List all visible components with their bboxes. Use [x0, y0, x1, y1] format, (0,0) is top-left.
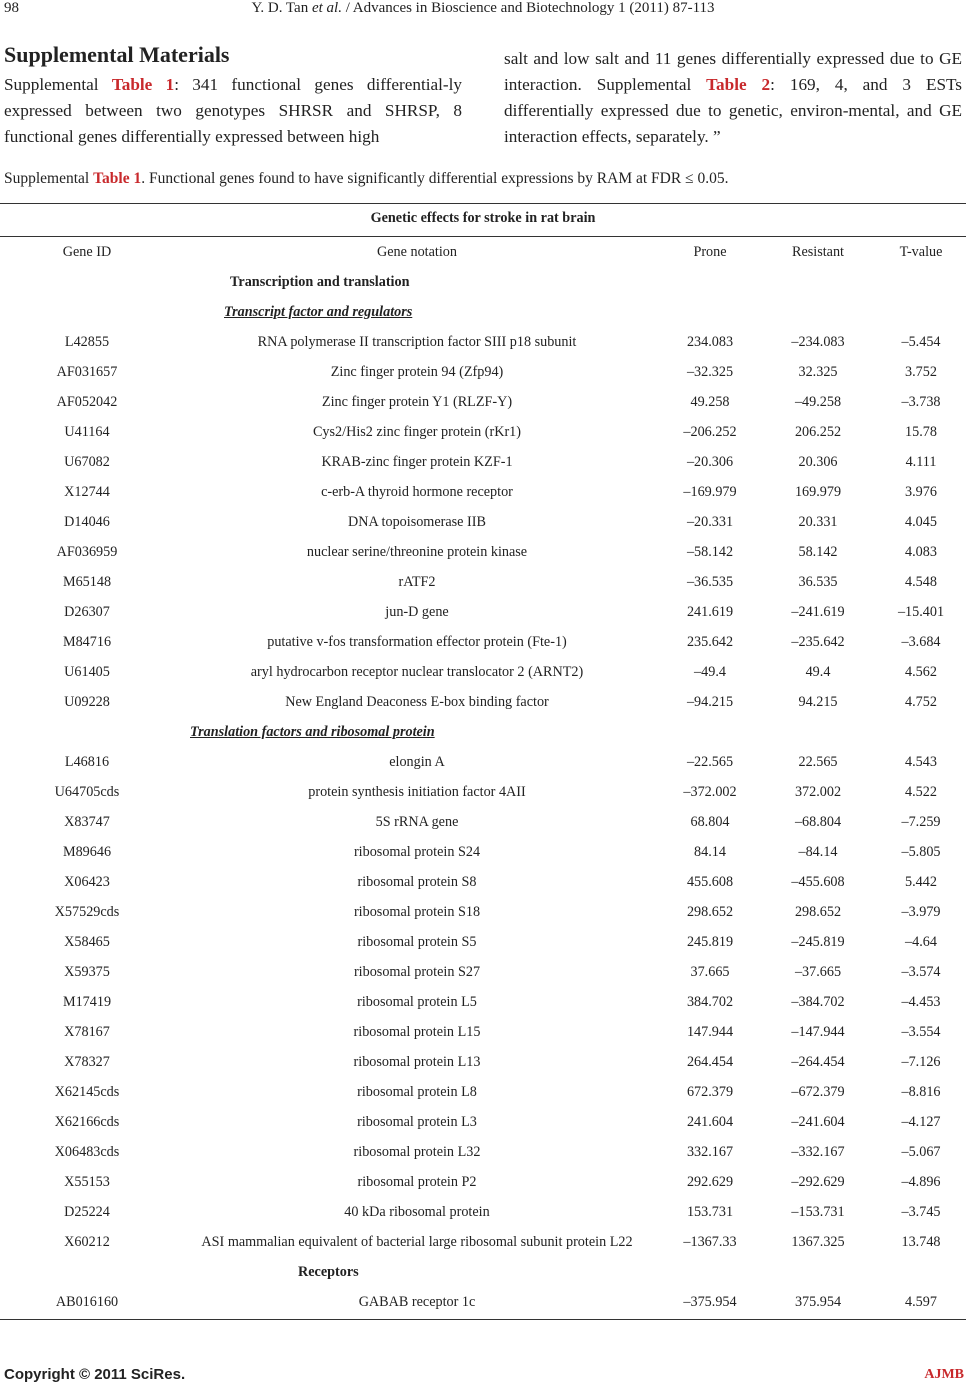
gene-notation-cell: ribosomal protein L8 — [357, 1083, 477, 1100]
prone-cell: 264.454 — [686, 1053, 734, 1070]
prone-cell: –20.331 — [686, 513, 734, 530]
column-header: Gene notation — [377, 243, 457, 260]
t-value-cell: –5.454 — [901, 333, 941, 350]
text-segment: : 169, 4, and 3 ESTs differentially expressed due to genetic, environ-mental, and GE interaction effects, separately. ” — [504, 75, 962, 146]
gene-id-cell: X62145cds — [54, 1083, 120, 1100]
caption-table-link[interactable]: Table 1 — [93, 170, 142, 187]
page-number: 98 — [4, 0, 19, 16]
gene-notation-cell: Zinc finger protein 94 (Zfp94) — [330, 363, 504, 380]
category-heading-row — [0, 1257, 966, 1287]
resistant-cell: –68.804 — [794, 813, 842, 830]
section-title: Supplemental Materials — [4, 42, 230, 67]
t-value-cell: 4.111 — [905, 453, 937, 470]
caption-prefix: Supplemental — [4, 170, 94, 187]
table-row — [0, 477, 966, 507]
prone-cell: 384.702 — [686, 993, 734, 1010]
prone-cell: –372.002 — [683, 783, 737, 800]
table-row — [0, 1047, 966, 1077]
category-heading: Receptors — [298, 1263, 359, 1280]
prone-cell: 672.379 — [686, 1083, 734, 1100]
running-title — [0, 0, 966, 17]
gene-notation-cell: nuclear serine/threonine protein kinase — [306, 543, 528, 560]
gene-notation-cell: ribosomal protein L13 — [353, 1053, 481, 1070]
resistant-cell: 94.215 — [798, 693, 838, 710]
resistant-cell: –332.167 — [791, 1143, 845, 1160]
prone-cell: 298.652 — [686, 903, 734, 920]
journal-abbrev: AJMB — [924, 1367, 964, 1382]
gene-notation-cell: ribosomal protein P2 — [357, 1173, 477, 1190]
gene-notation-cell: ribosomal protein S24 — [353, 843, 481, 860]
gene-notation-cell: ribosomal protein L5 — [357, 993, 477, 1010]
table-row — [0, 777, 966, 807]
table-row — [0, 657, 966, 687]
gene-id-cell: X62166cds — [54, 1113, 120, 1130]
gene-id-cell: U67082 — [64, 453, 110, 470]
t-value-cell: –15.401 — [897, 603, 945, 620]
column-header: Resistant — [791, 243, 845, 260]
table-row — [0, 1137, 966, 1167]
table-row — [0, 987, 966, 1017]
resistant-cell: –292.629 — [791, 1173, 845, 1190]
caption-text: . Functional genes found to have significantly differential expressions by RAM at FDR ≤ 0.05. — [141, 170, 729, 187]
prone-cell: –206.252 — [683, 423, 737, 440]
gene-id-cell: X60212 — [64, 1233, 110, 1250]
t-value-cell: 4.752 — [905, 693, 937, 710]
table-row — [0, 447, 966, 477]
table-row — [0, 597, 966, 627]
t-value-cell: 4.543 — [905, 753, 937, 770]
table-row — [0, 1287, 966, 1317]
t-value-cell: 4.522 — [905, 783, 937, 800]
prone-cell: 235.642 — [686, 633, 734, 650]
t-value-cell: –3.574 — [901, 963, 941, 980]
t-value-cell: 4.548 — [905, 573, 937, 590]
data-table — [0, 237, 966, 1317]
text-segment: salt and low salt and 11 genes differentially expressed due to GE interaction. Supplemental — [504, 49, 962, 94]
gene-notation-cell: Cys2/His2 zinc finger protein (rKr1) — [312, 423, 522, 440]
t-value-cell: –4.64 — [905, 933, 937, 950]
prone-cell: 241.604 — [686, 1113, 734, 1130]
gene-notation-cell: KRAB-zinc finger protein KZF-1 — [321, 453, 513, 470]
prone-cell: –20.306 — [686, 453, 734, 470]
running-title-journal: / Advances in Bioscience and Biotechnology 1 (2011) 87-113 — [341, 0, 715, 16]
subcategory-heading: Transcript factor and regulators — [224, 303, 413, 320]
resistant-cell: 169.979 — [794, 483, 842, 500]
t-value-cell: 4.597 — [905, 1293, 937, 1310]
resistant-cell: 36.535 — [798, 573, 838, 590]
resistant-cell: 22.565 — [798, 753, 838, 770]
table-top-rule — [0, 203, 966, 204]
t-value-cell: –8.816 — [901, 1083, 941, 1100]
t-value-cell: –7.126 — [901, 1053, 941, 1070]
text-segment: Supplemental — [4, 75, 112, 94]
resistant-cell: –672.379 — [791, 1083, 845, 1100]
gene-id-cell: M89646 — [62, 843, 112, 860]
gene-notation-cell: aryl hydrocarbon receptor nuclear translocator 2 (ARNT2) — [250, 663, 584, 680]
right-column — [504, 46, 962, 150]
column-header: T-value — [899, 243, 943, 260]
gene-notation-cell: c-erb-A thyroid hormone receptor — [321, 483, 513, 500]
prone-cell: –375.954 — [683, 1293, 737, 1310]
gene-id-cell: L46816 — [64, 753, 110, 770]
gene-notation-cell: ASI mammalian equivalent of bacterial large ribosomal subunit protein L22 — [201, 1233, 633, 1250]
gene-id-cell: L42855 — [64, 333, 110, 350]
prone-cell: –49.4 — [694, 663, 726, 680]
t-value-cell: 4.045 — [905, 513, 937, 530]
empty-cell — [0, 717, 174, 747]
resistant-cell: 58.142 — [798, 543, 838, 560]
t-value-cell: 3.976 — [905, 483, 937, 500]
gene-id-cell: X58465 — [64, 933, 110, 950]
prone-cell: 84.14 — [694, 843, 726, 860]
gene-id-cell: U61405 — [64, 663, 110, 680]
table-row — [0, 1197, 966, 1227]
empty-cell — [0, 1257, 174, 1287]
t-value-cell: 5.442 — [905, 873, 937, 890]
gene-id-cell: D26307 — [64, 603, 110, 620]
gene-notation-cell: putative v-fos transformation effector protein (Fte-1) — [267, 633, 567, 650]
resistant-cell: –264.454 — [791, 1053, 845, 1070]
resistant-cell: –234.083 — [791, 333, 845, 350]
resistant-cell: 1367.325 — [791, 1233, 845, 1250]
running-title-authors: Y. D. Tan — [251, 0, 312, 16]
gene-notation-cell: protein synthesis initiation factor 4AII — [308, 783, 526, 800]
table-row — [0, 627, 966, 657]
gene-notation-cell: ribosomal protein L15 — [353, 1023, 481, 1040]
resistant-cell: –37.665 — [794, 963, 842, 980]
t-value-cell: –3.745 — [901, 1203, 941, 1220]
prone-cell: 455.608 — [686, 873, 734, 890]
prone-cell: 153.731 — [686, 1203, 734, 1220]
resistant-cell: 20.306 — [798, 453, 838, 470]
table-row — [0, 807, 966, 837]
t-value-cell: 15.78 — [905, 423, 937, 440]
gene-id-cell: X83747 — [64, 813, 110, 830]
t-value-cell: –5.805 — [901, 843, 941, 860]
resistant-cell: –49.258 — [794, 393, 842, 410]
gene-id-cell: M65148 — [62, 573, 112, 590]
gene-notation-cell: New England Deaconess E-box binding factor — [285, 693, 549, 710]
table-row — [0, 417, 966, 447]
resistant-cell: –153.731 — [791, 1203, 845, 1220]
t-value-cell: 3.752 — [905, 363, 937, 380]
prone-cell: –32.325 — [686, 363, 734, 380]
resistant-cell: 375.954 — [794, 1293, 842, 1310]
gene-notation-cell: GABAB receptor 1c — [358, 1293, 476, 1310]
prone-cell: –94.215 — [686, 693, 734, 710]
category-heading-row — [0, 267, 966, 297]
table2-link[interactable]: Table 2 — [706, 75, 771, 94]
gene-id-cell: M84716 — [62, 633, 112, 650]
resistant-cell: –241.619 — [791, 603, 845, 620]
resistant-cell: 298.652 — [794, 903, 842, 920]
table-row — [0, 567, 966, 597]
t-value-cell: –4.127 — [901, 1113, 941, 1130]
gene-notation-cell: 5S rRNA gene — [375, 813, 459, 830]
t-value-cell: –4.453 — [901, 993, 941, 1010]
gene-notation-cell: ribosomal protein S8 — [357, 873, 477, 890]
table-row — [0, 1227, 966, 1257]
table-title: Genetic effects for stroke in rat brain — [370, 210, 596, 226]
t-value-cell: –3.684 — [901, 633, 941, 650]
resistant-cell: 49.4 — [805, 663, 831, 680]
table-row — [0, 687, 966, 717]
table-row — [0, 1107, 966, 1137]
prone-cell: –36.535 — [686, 573, 734, 590]
table-caption — [4, 170, 728, 188]
table-row — [0, 507, 966, 537]
table-row — [0, 927, 966, 957]
gene-id-cell: AF036959 — [56, 543, 118, 560]
gene-notation-cell: ribosomal protein L3 — [357, 1113, 477, 1130]
gene-id-cell: X06423 — [64, 873, 110, 890]
resistant-cell: 20.331 — [798, 513, 838, 530]
subcategory-heading-row — [0, 297, 966, 327]
empty-cell — [0, 267, 174, 297]
resistant-cell: –235.642 — [791, 633, 845, 650]
prone-cell: –58.142 — [686, 543, 734, 560]
category-heading: Transcription and translation — [230, 273, 410, 290]
gene-id-cell: AF052042 — [56, 393, 118, 410]
gene-id-cell: X78327 — [64, 1053, 110, 1070]
gene-id-cell: D14046 — [64, 513, 110, 530]
table-header-row — [0, 237, 966, 267]
gene-notation-cell: ribosomal protein S18 — [353, 903, 481, 920]
resistant-cell: 32.325 — [798, 363, 838, 380]
table1-link[interactable]: Table 1 — [111, 75, 175, 94]
gene-id-cell: AF031657 — [56, 363, 118, 380]
prone-cell: 234.083 — [686, 333, 734, 350]
table-row — [0, 897, 966, 927]
gene-notation-cell: ribosomal protein S5 — [357, 933, 477, 950]
table-row — [0, 1077, 966, 1107]
prone-cell: 292.629 — [686, 1173, 734, 1190]
left-column — [4, 40, 462, 150]
t-value-cell: 4.562 — [905, 663, 937, 680]
resistant-cell: –245.819 — [791, 933, 845, 950]
prone-cell: 37.665 — [690, 963, 730, 980]
t-value-cell: –3.554 — [901, 1023, 941, 1040]
gene-id-cell: U09228 — [64, 693, 110, 710]
gene-id-cell: AB016160 — [55, 1293, 119, 1310]
prone-cell: 147.944 — [686, 1023, 734, 1040]
resistant-cell: –241.604 — [791, 1113, 845, 1130]
prone-cell: 241.619 — [686, 603, 734, 620]
gene-id-cell: X78167 — [64, 1023, 110, 1040]
prone-cell: 49.258 — [690, 393, 730, 410]
resistant-cell: 372.002 — [794, 783, 842, 800]
t-value-cell: –3.738 — [901, 393, 941, 410]
prone-cell: –169.979 — [683, 483, 737, 500]
gene-id-cell: X06483cds — [54, 1143, 120, 1160]
gene-id-cell: X55153 — [64, 1173, 110, 1190]
table-bottom-rule — [0, 1319, 966, 1320]
table-row — [0, 327, 966, 357]
table-row — [0, 357, 966, 387]
subcategory-heading: Translation factors and ribosomal protein — [190, 723, 435, 740]
t-value-cell: –3.979 — [901, 903, 941, 920]
gene-id-cell: X57529cds — [54, 903, 120, 920]
gene-id-cell: X12744 — [64, 483, 110, 500]
column-header: Gene ID — [62, 243, 112, 260]
resistant-cell: 206.252 — [794, 423, 842, 440]
gene-id-cell: U41164 — [64, 423, 110, 440]
table-row — [0, 1017, 966, 1047]
gene-id-cell: X59375 — [64, 963, 110, 980]
subcategory-heading-row — [0, 717, 966, 747]
gene-id-cell: U64705cds — [54, 783, 120, 800]
gene-notation-cell: elongin A — [389, 753, 445, 770]
table-row — [0, 867, 966, 897]
gene-notation-cell: Zinc finger protein Y1 (RLZF-Y) — [321, 393, 513, 410]
resistant-cell: –384.702 — [791, 993, 845, 1010]
table-row — [0, 747, 966, 777]
table-row — [0, 957, 966, 987]
gene-id-cell: M17419 — [62, 993, 112, 1010]
prone-cell: 332.167 — [686, 1143, 734, 1160]
table-row — [0, 387, 966, 417]
table-row — [0, 537, 966, 567]
t-value-cell: –5.067 — [901, 1143, 941, 1160]
paragraph-left — [4, 72, 462, 150]
t-value-cell: –7.259 — [901, 813, 941, 830]
t-value-cell: 4.083 — [905, 543, 937, 560]
table-row — [0, 1167, 966, 1197]
gene-notation-cell: jun-D gene — [385, 603, 449, 620]
resistant-cell: –84.14 — [798, 843, 838, 860]
gene-id-cell: D25224 — [64, 1203, 110, 1220]
empty-cell — [0, 297, 174, 327]
gene-notation-cell: RNA polymerase II transcription factor SIII p18 subunit — [257, 333, 577, 350]
paragraph-right — [504, 46, 962, 150]
column-header: Prone — [693, 243, 727, 260]
gene-notation-cell: ribosomal protein S27 — [353, 963, 481, 980]
copyright: Copyright © 2011 SciRes. — [4, 1366, 186, 1383]
table-row — [0, 837, 966, 867]
t-value-cell: –4.896 — [901, 1173, 941, 1190]
resistant-cell: –147.944 — [791, 1023, 845, 1040]
gene-notation-cell: 40 kDa ribosomal protein — [344, 1203, 490, 1220]
gene-notation-cell: DNA topoisomerase IIB — [348, 513, 486, 530]
prone-cell: –1367.33 — [683, 1233, 737, 1250]
gene-notation-cell: rATF2 — [398, 573, 436, 590]
gene-notation-cell: ribosomal protein L32 — [353, 1143, 481, 1160]
running-title-etal: et al. — [311, 0, 342, 16]
table-body — [0, 237, 966, 1317]
text-segment: : 341 functional genes differential-ly expressed between two genotypes SHRSR and SHRSP, 8 functional genes differentially expressed between high — [4, 75, 462, 146]
resistant-cell: –455.608 — [791, 873, 845, 890]
prone-cell: 245.819 — [686, 933, 734, 950]
prone-cell: 68.804 — [690, 813, 730, 830]
prone-cell: –22.565 — [686, 753, 734, 770]
t-value-cell: 13.748 — [901, 1233, 941, 1250]
